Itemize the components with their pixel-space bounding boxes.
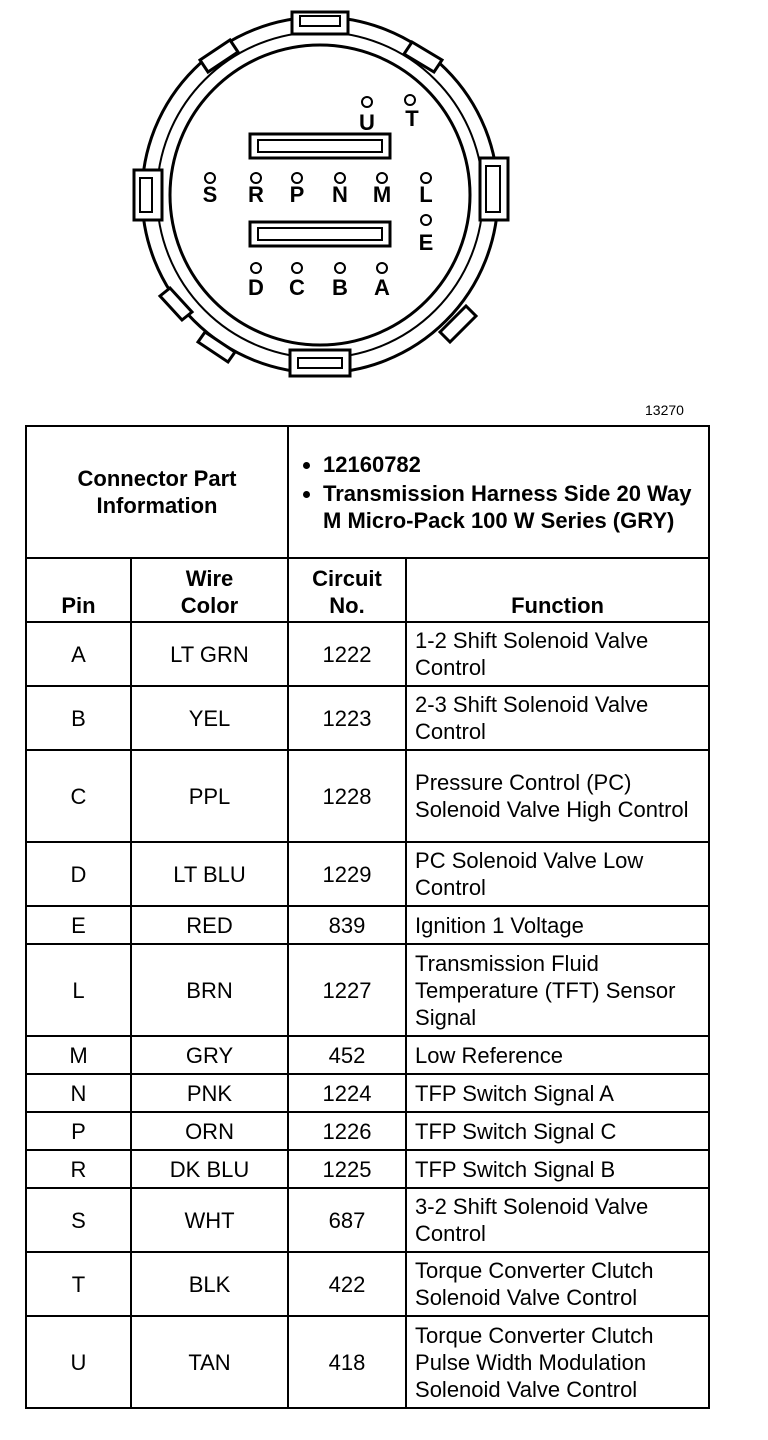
table-row (26, 1112, 709, 1150)
table-row (26, 944, 709, 1036)
connector-outer-ring (142, 17, 498, 373)
wire-color-cell: WHT (131, 1188, 288, 1252)
pin-cell: P (26, 1112, 131, 1150)
circuit-cell: 1225 (288, 1150, 406, 1188)
pin-cavity-b (335, 263, 345, 273)
function-cell: 3-2 Shift Solenoid Valve Control (406, 1188, 709, 1252)
pin-cell: N (26, 1074, 131, 1112)
pin-label-e: E (418, 230, 434, 255)
circuit-cell: 839 (288, 906, 406, 944)
pin-cavity-a (377, 263, 387, 273)
circuit-cell: 452 (288, 1036, 406, 1074)
connector-info-label-line1: Connector Part (77, 466, 237, 491)
pin-label-d: D (248, 275, 264, 300)
pin-label-c: C (289, 275, 305, 300)
table-row (26, 1316, 709, 1408)
function-cell: Torque Converter Clutch Pulse Width Modulation Solenoid Valve Control (406, 1316, 709, 1408)
pin-cavity-e (421, 215, 431, 225)
pin-cell: E (26, 906, 131, 944)
pin-label-m: M (372, 182, 392, 207)
header-wire-color (131, 558, 288, 622)
header-row (26, 558, 709, 622)
function-cell: PC Solenoid Valve Low Control (406, 842, 709, 906)
function-cell: Ignition 1 Voltage (406, 906, 709, 944)
wire-color-cell: ORN (131, 1112, 288, 1150)
pin-cell: D (26, 842, 131, 906)
circuit-cell: 422 (288, 1252, 406, 1316)
wire-color-cell: BLK (131, 1252, 288, 1316)
function-cell: 2-3 Shift Solenoid Valve Control (406, 686, 709, 750)
header-pin (26, 558, 131, 622)
table-row (26, 842, 709, 906)
upper-slot (250, 134, 390, 158)
header-circuit-line1: Circuit (312, 566, 382, 591)
table-row (26, 686, 709, 750)
pin-label-t: T (405, 106, 419, 131)
circuit-cell: 1228 (288, 750, 406, 842)
wire-color-cell: DK BLU (131, 1150, 288, 1188)
header-circuit-line2: No. (329, 593, 365, 618)
pin-cell: T (26, 1252, 131, 1316)
table-row (26, 1188, 709, 1252)
connector-description: • Transmission Harness Side 20 Way M Micro-Pack 100 W Series (GRY) (323, 480, 700, 534)
header-circuit (288, 558, 406, 622)
circuit-cell: 1222 (288, 622, 406, 686)
pin-label-u: U (359, 110, 375, 135)
pin-cavity-d (251, 263, 261, 273)
circuit-cell: 1226 (288, 1112, 406, 1150)
header-wire-color-line1: Wire (185, 566, 234, 591)
pin-cell: C (26, 750, 131, 842)
connector-info-details (288, 426, 709, 558)
pin-cell: R (26, 1150, 131, 1188)
info-row (26, 426, 709, 558)
circuit-cell: 1224 (288, 1074, 406, 1112)
wire-color-cell: GRY (131, 1036, 288, 1074)
connector-info-label-line2: Information (96, 493, 218, 518)
table-row (26, 622, 709, 686)
table-row (26, 1150, 709, 1188)
wire-color-cell: LT BLU (131, 842, 288, 906)
circuit-cell: 687 (288, 1188, 406, 1252)
pin-cell: B (26, 686, 131, 750)
pin-label-b: B (332, 275, 348, 300)
pin-label-n: N (332, 182, 348, 207)
table-row (26, 1252, 709, 1316)
pin-label-a: A (374, 275, 390, 300)
pin-cell: L (26, 944, 131, 1036)
circuit-cell: 1227 (288, 944, 406, 1036)
function-cell: TFP Switch Signal C (406, 1112, 709, 1150)
circuit-cell: 418 (288, 1316, 406, 1408)
pin-cavity-c (292, 263, 302, 273)
table-row (26, 1074, 709, 1112)
function-cell: TFP Switch Signal B (406, 1150, 709, 1188)
wire-color-cell: YEL (131, 686, 288, 750)
pinout-table (25, 425, 710, 1409)
table-row (26, 750, 709, 842)
wire-color-cell: BRN (131, 944, 288, 1036)
function-cell: Transmission Fluid Temperature (TFT) Sensor Signal (406, 944, 709, 1036)
wire-color-cell: PPL (131, 750, 288, 842)
pin-cavity-u (362, 97, 372, 107)
pin-label-l: L (419, 182, 433, 207)
circuit-cell: 1223 (288, 686, 406, 750)
header-function (406, 558, 709, 622)
header-pin-text: Pin (61, 593, 96, 618)
table-row (26, 906, 709, 944)
figure-number: 13270 (645, 402, 684, 418)
circuit-cell: 1229 (288, 842, 406, 906)
header-wire-color-line2: Color (180, 593, 239, 618)
function-cell: 1-2 Shift Solenoid Valve Control (406, 622, 709, 686)
pin-cell: S (26, 1188, 131, 1252)
lower-slot (250, 222, 390, 246)
connector-face-diagram (130, 10, 510, 380)
pin-label-r: R (248, 182, 264, 207)
wire-color-cell: TAN (131, 1316, 288, 1408)
wire-color-cell: RED (131, 906, 288, 944)
function-cell: Torque Converter Clutch Solenoid Valve Control (406, 1252, 709, 1316)
pin-label-p: P (289, 182, 305, 207)
header-function-text: Function (511, 593, 604, 618)
latch-tabs (134, 12, 508, 376)
pin-label-s: S (202, 182, 218, 207)
function-cell: Low Reference (406, 1036, 709, 1074)
pin-cell: A (26, 622, 131, 686)
wire-color-cell: LT GRN (131, 622, 288, 686)
connector-info-label (26, 426, 288, 558)
part-number: • 12160782 (323, 451, 700, 478)
table-row (26, 1036, 709, 1074)
pin-cavity-t (405, 95, 415, 105)
function-cell: Pressure Control (PC) Solenoid Valve High Control (406, 750, 709, 842)
wire-color-cell: PNK (131, 1074, 288, 1112)
pin-cell: M (26, 1036, 131, 1074)
function-cell: TFP Switch Signal A (406, 1074, 709, 1112)
pin-cell: U (26, 1316, 131, 1408)
